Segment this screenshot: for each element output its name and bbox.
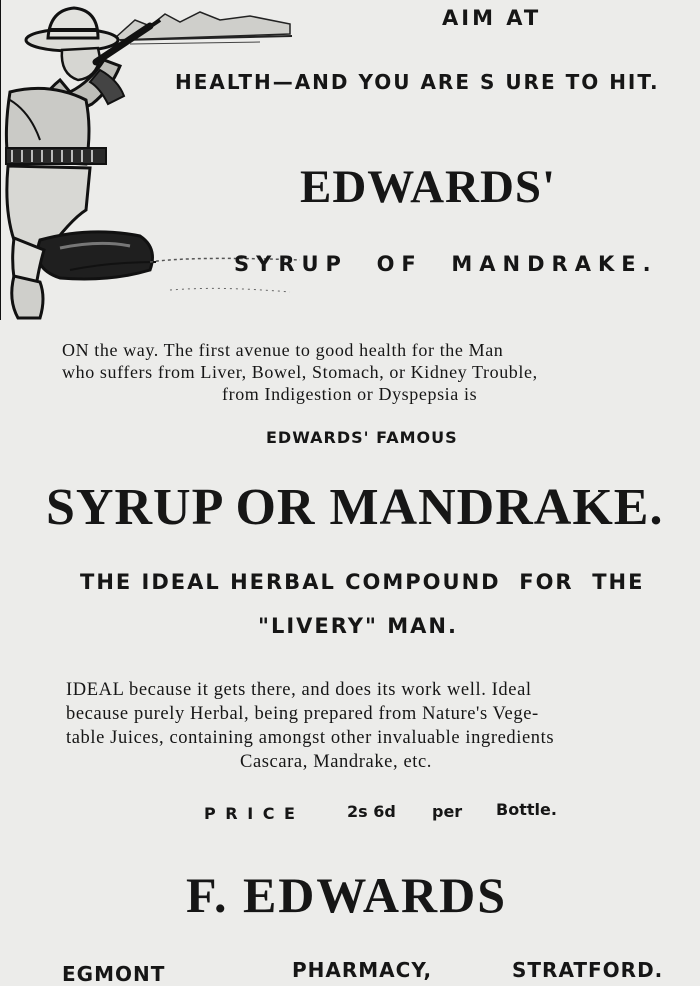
seller-street: EGMONT (62, 962, 166, 986)
seller-name: F. EDWARDS (186, 867, 508, 923)
product-title: SYRUP OR MANDRAKE. (46, 479, 664, 536)
description-line-3: table Juices, containing amongst other invaluable ingredients (66, 728, 555, 748)
brand-name: EDWARDS' (300, 161, 557, 213)
intro-line-1: ON the way. The first avenue to good health for the Man (62, 340, 504, 360)
headline-line-1: AIM AT (442, 6, 542, 30)
price-unit: Bottle. (496, 800, 557, 819)
price-per: per (432, 802, 463, 821)
seller-town: STRATFORD. (512, 958, 664, 982)
seller-business: PHARMACY, (292, 958, 433, 982)
description-line-4: Cascara, Mandrake, etc. (240, 752, 433, 772)
description-line-1: IDEAL because it gets there, and does its work well. Ideal (66, 680, 532, 700)
intro-line-2: who suffers from Liver, Bowel, Stomach, or Kidney Trouble, (62, 362, 538, 382)
brand-product: SYRUP OF MANDRAKE. (234, 252, 658, 276)
rifleman-illustration (0, 0, 300, 330)
tagline-line-1: THE IDEAL HERBAL COMPOUND FOR THE (80, 570, 645, 594)
intro-famous: EDWARDS' FAMOUS (266, 428, 458, 447)
price-amount: 2s 6d (347, 802, 396, 821)
price-label: P R I C E (204, 804, 297, 823)
headline-line-2: HEALTH—AND YOU ARE S URE TO HIT. (175, 70, 660, 94)
intro-line-3: from Indigestion or Dyspepsia is (222, 384, 478, 404)
description-line-2: because purely Herbal, being prepared from Nature's Vege- (66, 704, 539, 724)
tagline-line-2: "LIVERY" MAN. (258, 614, 458, 638)
